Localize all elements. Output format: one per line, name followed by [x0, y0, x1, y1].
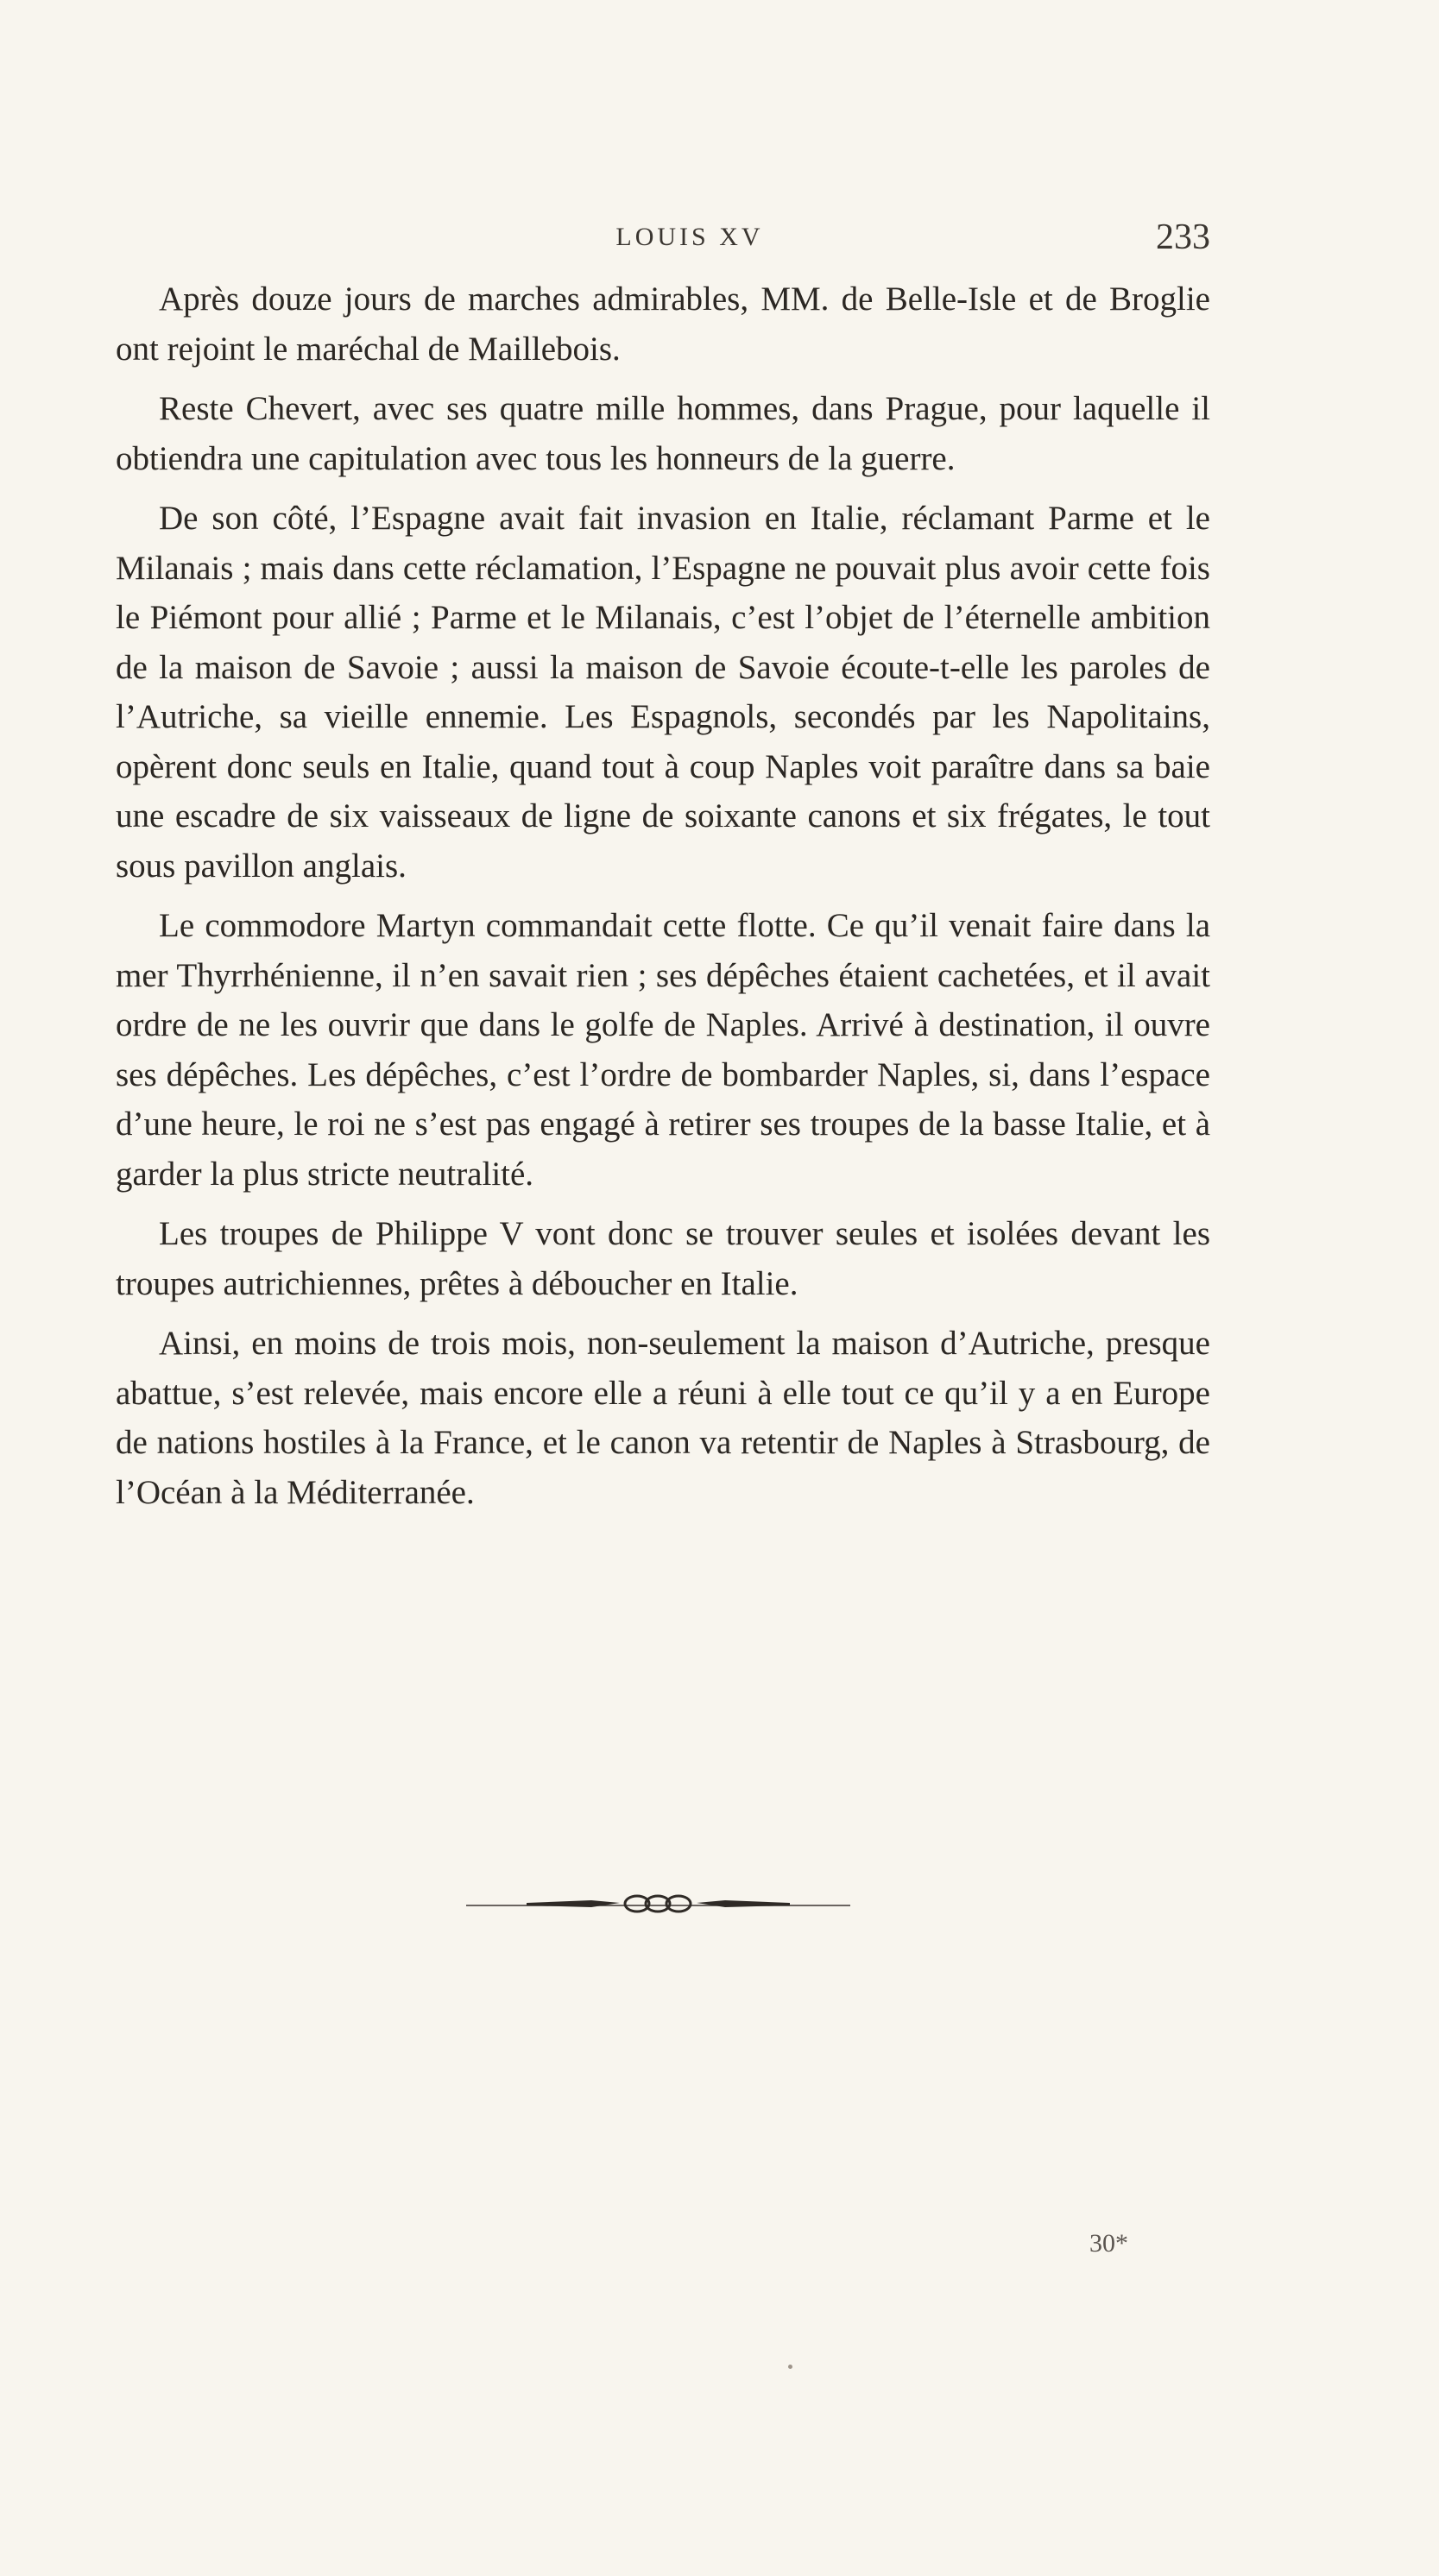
paragraph: De son côté, l’Espagne avait fait invasion en Italie, réclamant Parme et le Milanais ; mais dans cette réclamation, l’Espagne ne pouvait plus avoir cette fois le Piémont pour allié ; Parme et le Milanais, c’est l’objet de l’éternelle ambition de la maison de Savoie ; aussi la maison de Savoie écoute-t-elle les paroles de l’Autriche, sa vieille ennemie. Les Espagnols, secondés par les Napolitains, opèrent donc seuls en Italie, quand tout à coup Naples voit paraître dans sa baie une escadre de six vaisseaux de ligne de soixante canons et six frégates, le tout sous pavillon anglais. [116, 500, 1210, 885]
paragraph: Les troupes de Philippe V vont donc se trouver seules et isolées devant les troupes autrichiennes, prêtes à déboucher en Italie. [116, 1215, 1210, 1302]
paragraph: Reste Chevert, avec ses quatre mille hommes, dans Prague, pour laquelle il obtiendra une capitulation avec tous les honneurs de la guerre. [116, 390, 1210, 477]
end-ornament-icon [466, 1890, 850, 1918]
running-header [116, 216, 1210, 259]
running-title: LOUIS XV [615, 223, 764, 251]
body-text [116, 274, 1210, 1527]
paragraph: Après douze jours de marches admirables, MM. de Belle-Isle et de Broglie ont rejoint le maréchal de Maillebois. [116, 280, 1210, 368]
paper-speck [788, 2365, 792, 2369]
paragraph: Le commodore Martyn commandait cette flotte. Ce qu’il venait faire dans la mer Thyrrhénienne, il n’en savait rien ; ses dépêches étaient cachetées, et il avait ordre de ne les ouvrir que dans le golfe de Naples. Arrivé à destination, il ouvre ses dépêches. Les dépêches, c’est l’ordre de bombarder Naples, si, dans l’espace d’une heure, le roi ne s’est pas engagé à retirer ses troupes de la basse Italie, et à garder la plus stricte neutralité. [116, 907, 1210, 1193]
paragraph: Ainsi, en moins de trois mois, non-seulement la maison d’Autriche, presque abattue, s’est relevée, mais encore elle a réuni à elle tout ce qu’il y a en Europe de nations hostiles à la France, et le canon va retentir de Naples à Strasbourg, de l’Océan à la Méditerranée. [116, 1325, 1210, 1511]
signature-mark: 30* [1089, 2229, 1128, 2258]
page-number: 233 [1156, 217, 1210, 257]
